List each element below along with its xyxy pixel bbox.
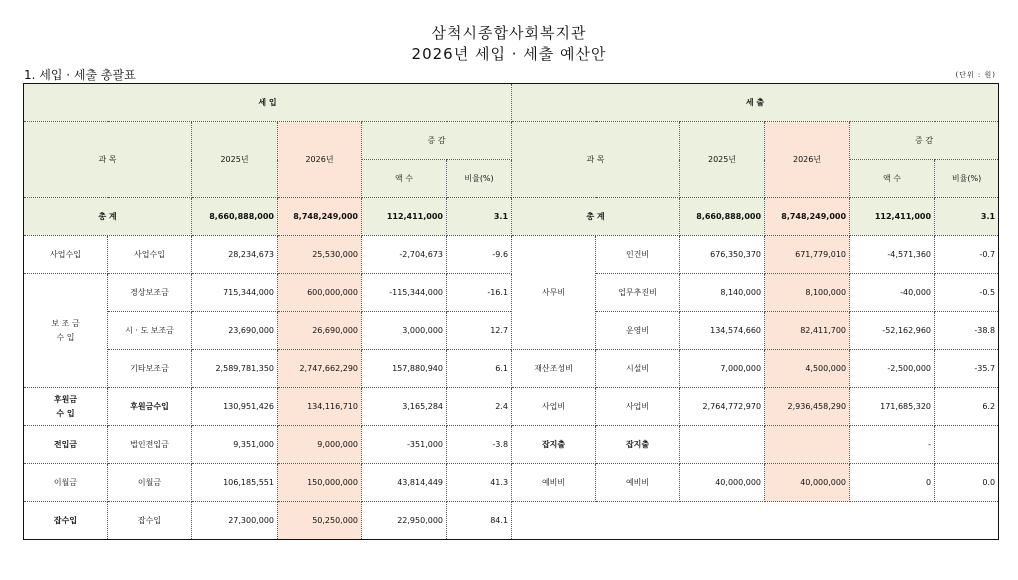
income-curr: 150,000,000 [278,464,362,502]
income-amount: 22,950,000 [362,502,447,540]
expense-ratio: -0.5 [935,274,999,312]
expense-ratio: 0.0 [935,464,999,502]
income-total-amount: 112,411,000 [362,198,447,236]
table-row [24,388,999,426]
table-row [24,350,999,388]
income-ratio: 2.4 [447,388,512,426]
expense-curr: 2,936,458,290 [765,388,850,426]
income-prev: 715,344,000 [192,274,278,312]
expense-curr [765,426,850,464]
expense-prev: 8,140,000 [680,274,765,312]
table-row [24,274,999,312]
income-group-donation-line2: 수 입 [56,408,75,418]
expense-col-curr: 2026년 [765,122,850,198]
expense-prev: 40,000,000 [680,464,765,502]
expense-prev: 7,000,000 [680,350,765,388]
expense-ratio: 6.2 [935,388,999,426]
expense-item: 업무추진비 [596,274,680,312]
expense-amount: 0 [850,464,935,502]
section-title: 1. 세입 · 세출 총괄표 [24,68,136,82]
expense-col-change: 증 감 [850,122,999,160]
expense-ratio: -35.7 [935,350,999,388]
income-ratio: 84.1 [447,502,512,540]
income-total-label: 총 계 [24,198,192,236]
expense-col-amount: 액 수 [850,160,935,198]
income-prev: 106,185,551 [192,464,278,502]
expense-prev: 2,764,772,970 [680,388,765,426]
income-group-transfer: 전입금 [24,426,108,464]
income-item: 경상보조금 [108,274,192,312]
expense-col-category: 과 목 [512,122,680,198]
expense-group-property: 재산조성비 [512,350,596,388]
income-curr: 50,250,000 [278,502,362,540]
income-item: 잡수입 [108,502,192,540]
income-curr: 9,000,000 [278,426,362,464]
income-amount: 43,814,449 [362,464,447,502]
income-total-prev: 8,660,888,000 [192,198,278,236]
table-row [24,236,999,274]
expense-group-reserve: 예비비 [512,464,596,502]
income-amount: -351,000 [362,426,447,464]
expense-curr: 82,411,700 [765,312,850,350]
expense-empty-cell [512,502,999,540]
income-amount: 157,880,940 [362,350,447,388]
expense-item: 인건비 [596,236,680,274]
expense-group-business: 사업비 [512,388,596,426]
income-prev: 27,300,000 [192,502,278,540]
income-col-prev: 2025년 [192,122,278,198]
income-ratio: -16.1 [447,274,512,312]
income-curr: 25,530,000 [278,236,362,274]
income-ratio: 12.7 [447,312,512,350]
expense-curr: 671,779,010 [765,236,850,274]
expense-prev: 676,350,370 [680,236,765,274]
income-total-ratio: 3.1 [447,198,512,236]
income-col-change: 증 감 [362,122,512,160]
income-group-donation-line1: 후원금 [53,394,78,404]
total-row [24,198,999,236]
income-total-curr: 8,748,249,000 [278,198,362,236]
table-row [24,464,999,502]
expense-item: 사업비 [596,388,680,426]
page-title: 2026년 세입 · 세출 예산안 [411,45,607,63]
income-item: 시 · 도 보조금 [108,312,192,350]
table-row [24,426,999,464]
income-item: 후원금수입 [108,388,192,426]
expense-amount: -40,000 [850,274,935,312]
income-group-carryover: 이월금 [24,464,108,502]
expense-ratio [935,426,999,464]
income-col-ratio: 비율(%) [447,160,512,198]
income-prev: 23,690,000 [192,312,278,350]
expense-total-prev: 8,660,888,000 [680,198,765,236]
income-prev: 28,234,673 [192,236,278,274]
expense-prev [680,426,765,464]
income-group-donation [24,388,108,426]
expense-col-prev: 2025년 [680,122,765,198]
income-header: 세 입 [24,84,512,122]
expense-curr: 8,100,000 [765,274,850,312]
expense-item: 운영비 [596,312,680,350]
expense-group-office: 사무비 [512,236,596,350]
expense-curr: 40,000,000 [765,464,850,502]
expense-amount: -2,500,000 [850,350,935,388]
income-prev: 2,589,781,350 [192,350,278,388]
income-amount: 3,000,000 [362,312,447,350]
unit-note: (단위 : 원) [955,71,996,79]
income-amount: 3,165,284 [362,388,447,426]
budget-summary-table [23,83,999,540]
expense-prev: 134,574,660 [680,312,765,350]
income-item: 사업수입 [108,236,192,274]
expense-col-ratio: 비율(%) [935,160,999,198]
income-curr: 134,116,710 [278,388,362,426]
income-amount: -2,704,673 [362,236,447,274]
income-col-amount: 액 수 [362,160,447,198]
income-ratio: -9.6 [447,236,512,274]
expense-amount: - [850,426,935,464]
table-row [24,502,999,540]
expense-total-curr: 8,748,249,000 [765,198,850,236]
expense-amount: 171,685,320 [850,388,935,426]
expense-ratio: -38.8 [935,312,999,350]
income-curr: 26,690,000 [278,312,362,350]
expense-item: 시설비 [596,350,680,388]
income-prev: 130,951,426 [192,388,278,426]
income-group-subsidy [24,274,108,388]
income-ratio: 6.1 [447,350,512,388]
income-item: 기타보조금 [108,350,192,388]
expense-header: 세 출 [512,84,999,122]
income-group-misc: 잡수입 [24,502,108,540]
expense-curr: 4,500,000 [765,350,850,388]
expense-total-amount: 112,411,000 [850,198,935,236]
income-ratio: -3.8 [447,426,512,464]
income-col-category: 과 목 [24,122,192,198]
income-group-business: 사업수입 [24,236,108,274]
income-col-curr: 2026년 [278,122,362,198]
income-group-subsidy-line1: 보 조 금 [51,318,80,328]
expense-amount: -4,571,360 [850,236,935,274]
expense-ratio: -0.7 [935,236,999,274]
income-curr: 600,000,000 [278,274,362,312]
income-item: 이월금 [108,464,192,502]
income-prev: 9,351,000 [192,426,278,464]
expense-item: 잡지출 [596,426,680,464]
expense-group-misc: 잡지출 [512,426,596,464]
income-group-subsidy-line2: 수 입 [56,332,75,342]
income-curr: 2,747,662,290 [278,350,362,388]
income-amount: -115,344,000 [362,274,447,312]
org-title: 삼척시종합사회복지관 [431,24,587,42]
expense-item: 예비비 [596,464,680,502]
expense-amount: -52,162,960 [850,312,935,350]
expense-total-label: 총 계 [512,198,680,236]
expense-total-ratio: 3.1 [935,198,999,236]
table-row [24,312,999,350]
income-item: 법인전입금 [108,426,192,464]
income-ratio: 41.3 [447,464,512,502]
